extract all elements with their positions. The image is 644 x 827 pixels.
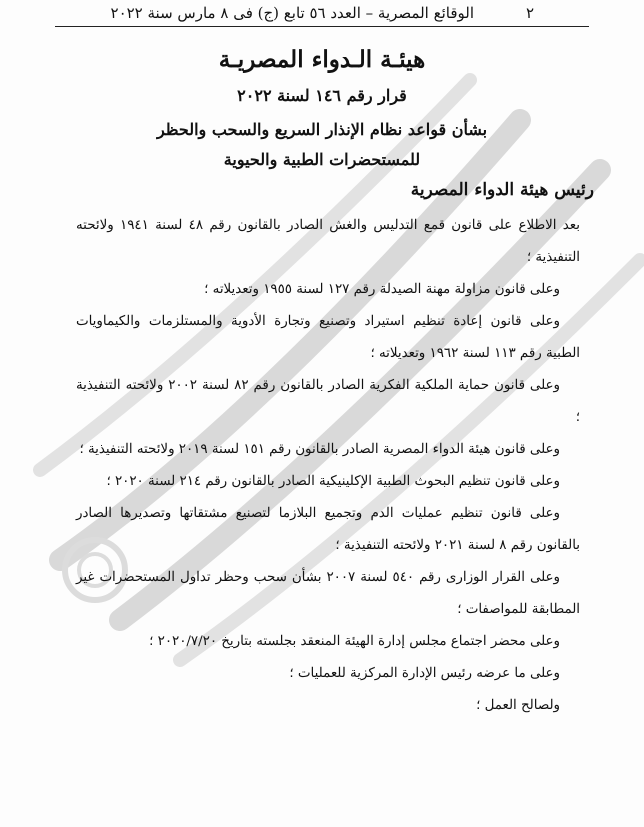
decree-subject-line-2: للمستحضرات الطبية والحيوية [223, 150, 421, 169]
preamble-paragraph: وعلى قانون تنظيم عمليات الدم وتجميع البلازما لتصنيع مشتقاتها وتصديرها الصادر بالقانون رقم ٨ لسنة ٢٠٢١ ولائحته التنفيذية ؛ [76, 506, 580, 553]
gazette-issue-line: الوقائع المصرية – العدد ٥٦ تابع (ج) فى ٨ مارس سنة ٢٠٢٢ [110, 4, 474, 22]
authority-title: هيئـة الـدواء المصريـة [218, 46, 426, 73]
preamble-paragraph: وعلى ما عرضه رئيس الإدارة المركزية للعمليات ؛ [289, 666, 560, 681]
preamble-paragraph: وعلى قانون هيئة الدواء المصرية الصادر بالقانون رقم ١٥١ لسنة ٢٠١٩ ولائحته التنفيذية ؛ [79, 442, 560, 457]
header-divider [55, 26, 589, 27]
preamble-paragraph: وعلى قانون حماية الملكية الفكرية الصادر بالقانون رقم ٨٢ لسنة ٢٠٠٢ ولائحته التنفيذية ؛ [76, 378, 580, 425]
chair-heading: رئيس هيئة الدواء المصرية [410, 180, 594, 200]
decree-subject-line-1: بشأن قواعد نظام الإنذار السريع والسحب والحظر [156, 120, 488, 139]
preamble [76, 210, 580, 722]
preamble-paragraph: وعلى قانون تنظيم البحوث الطبية الإكلينيكية الصادر بالقانون رقم ٢١٤ لسنة ٢٠٢٠ ؛ [106, 474, 560, 489]
preamble-paragraph: وعلى محضر اجتماع مجلس إدارة الهيئة المنعقد بجلسته بتاريخ ٢٠٢٠/٧/٢٠ ؛ [149, 634, 560, 649]
page-number: ٢ [525, 4, 534, 22]
page-header [60, 2, 584, 24]
preamble-paragraph: وعلى القرار الوزارى رقم ٥٤٠ لسنة ٢٠٠٧ بشأن سحب وحظر تداول المستحضرات غير المطابقة للمواصفات ؛ [76, 570, 580, 617]
preamble-paragraph: بعد الاطلاع على قانون قمع التدليس والغش الصادر بالقانون رقم ٤٨ لسنة ١٩٤١ ولائحته التنفيذية ؛ [76, 218, 580, 265]
preamble-paragraph: وعلى قانون مزاولة مهنة الصيدلة رقم ١٢٧ لسنة ١٩٥٥ وتعديلاته ؛ [204, 282, 560, 297]
preamble-paragraph: ولصالح العمل ؛ [476, 698, 560, 713]
preamble-paragraph: وعلى قانون إعادة تنظيم استيراد وتصنيع وتجارة الأدوية والمستلزمات والكيماويات الطبية رقم ١١٣ لسنة ١٩٦٢ وتعديلاته ؛ [76, 314, 580, 361]
decree-number: قرار رقم ١٤٦ لسنة ٢٠٢٢ [237, 86, 407, 105]
